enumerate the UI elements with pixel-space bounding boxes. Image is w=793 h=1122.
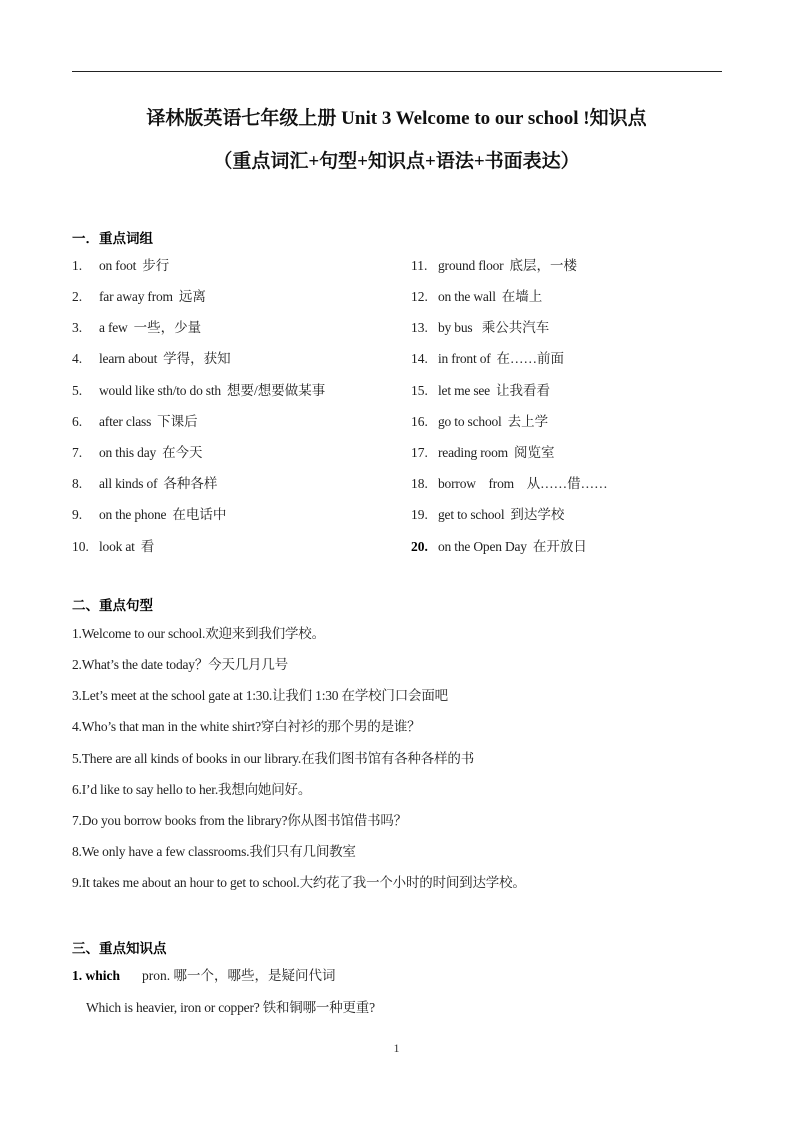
sentence-item: 2.What’s the date today？今天几月几号: [72, 657, 288, 672]
phrase-item: 7. on this day 在今天: [72, 445, 203, 460]
sentence-item: 5.There are all kinds of books in our library.在我们图书馆有各种各样的书: [72, 751, 475, 766]
sentence-item: 6.I’d like to say hello to her.我想向她问好。: [72, 782, 312, 797]
phrase-item: 18. borrow from 从……借……: [411, 476, 608, 491]
phrase-item: 10. look at 看: [72, 539, 155, 554]
phrase-item: 12. on the wall 在墙上: [411, 289, 543, 304]
phrase-item: 9. on the phone 在电话中: [72, 507, 227, 522]
sentence-item: 8.We only have a few classrooms.我们只有几间教室: [72, 844, 356, 859]
knowledge-point-example: Which is heavier, iron or copper? 铁和铜哪一种更重?: [86, 1000, 375, 1015]
sentence-item: 9.It takes me about an hour to get to school.大约花了我一个小时的时间到达学校。: [72, 875, 526, 890]
section-heading-phrases: 一．重点词组: [72, 231, 153, 247]
sentence-item: 3.Let’s meet at the school gate at 1:30.让我们 1:30 在学校门口会面吧: [72, 688, 448, 703]
phrase-item: 11. ground floor 底层，一楼: [411, 258, 577, 273]
knowledge-point-definition: pron. 哪一个，哪些，是疑问代词: [142, 968, 336, 983]
phrase-item: 20. on the Open Day 在开放日: [411, 539, 587, 554]
document-subtitle: （重点词汇+句型+知识点+语法+书面表达）: [213, 151, 580, 172]
phrase-item: 13. by bus 乘公共汽车: [411, 320, 550, 335]
phrase-item: 16. go to school 去上学: [411, 414, 549, 429]
phrase-item: 6. after class 下课后: [72, 414, 198, 429]
phrase-item: 14. in front of 在……前面: [411, 351, 565, 366]
page-number: 1: [393, 1041, 400, 1055]
phrase-item: 17. reading room 阅览室: [411, 445, 555, 460]
sentence-item: 4.Who’s that man in the white shirt?穿白衬衫的那个男的是谁？: [72, 719, 421, 734]
phrase-item: 5. would like sth/to do sth 想要/想要做某事: [72, 383, 326, 398]
phrase-item: 3. a few 一些，少量: [72, 320, 202, 335]
phrase-item: 2. far away from 远离: [72, 289, 206, 304]
sentence-item: 7.Do you borrow books from the library?你从图书馆借书吗？: [72, 813, 407, 828]
phrase-item: 15. let me see 让我看看: [411, 383, 550, 398]
knowledge-point-word: 1. which: [72, 968, 121, 983]
phrase-item: 8. all kinds of 各种各样: [72, 476, 218, 491]
section-heading-sentences: 二、重点句型: [72, 598, 153, 614]
knowledge-point-title: [72, 966, 336, 986]
header-rule: [72, 71, 722, 72]
section-heading-knowledge-points: 三、重点知识点: [72, 941, 167, 957]
phrase-item: 4. learn about 学得，获知: [72, 351, 231, 366]
document-title: 译林版英语七年级上册 Unit 3 Welcome to our school !知识点: [146, 108, 647, 129]
sentence-item: 1.Welcome to our school.欢迎来到我们学校。: [72, 626, 325, 641]
phrase-item: 19. get to school 到达学校: [411, 507, 565, 522]
phrase-item: 1. on foot 步行: [72, 258, 170, 273]
